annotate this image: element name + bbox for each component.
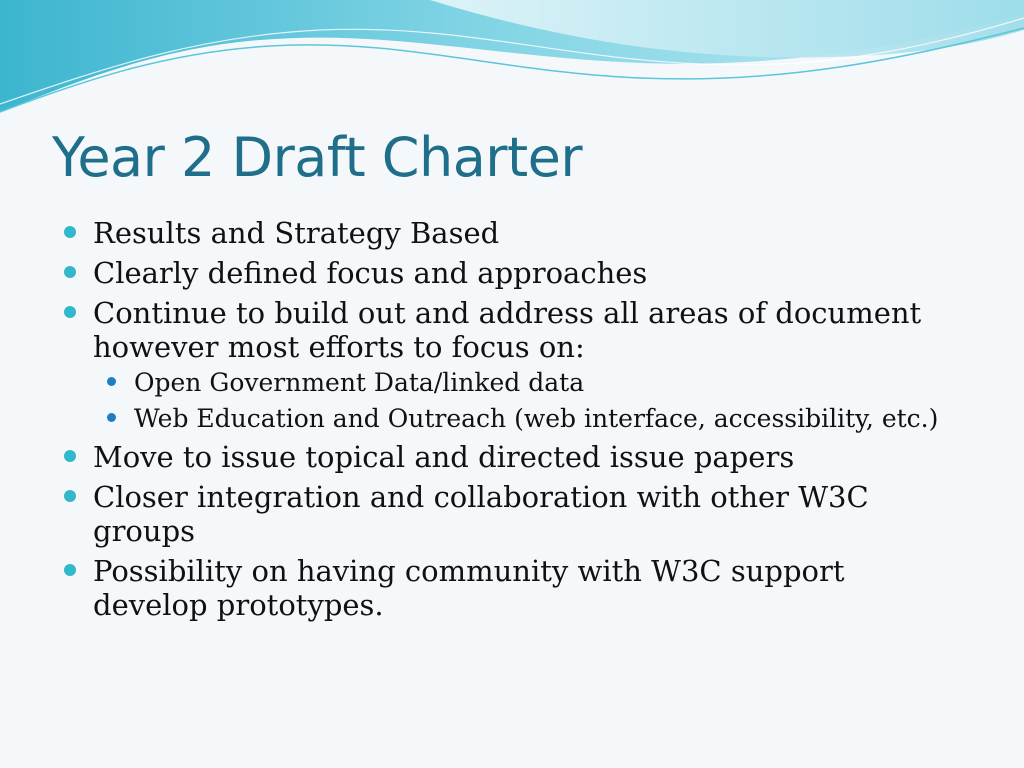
bullet-content xyxy=(64,216,944,628)
bullet-item xyxy=(64,216,944,250)
bullet-dot-icon xyxy=(64,564,76,576)
sub-bullet-dot-icon xyxy=(107,377,116,386)
bullet-text: Results and Strategy Based xyxy=(93,216,500,250)
sub-bullet-list xyxy=(93,368,944,434)
bullet-text: Possibility on having community with W3C support develop prototypes. xyxy=(93,554,845,622)
bullet-text: Clearly defined focus and approaches xyxy=(93,256,648,290)
bullet-dot-icon xyxy=(64,450,76,462)
bullet-dot-icon xyxy=(64,306,76,318)
header-wave-decoration xyxy=(0,0,1024,120)
bullet-item xyxy=(64,256,944,290)
bullet-item xyxy=(64,296,944,434)
sub-bullet-item xyxy=(107,404,944,434)
sub-bullet-text: Open Government Data/linked data xyxy=(134,368,585,397)
sub-bullet-item xyxy=(107,368,944,398)
bullet-dot-icon xyxy=(64,490,76,502)
bullet-item xyxy=(64,440,944,474)
bullet-item xyxy=(64,554,944,622)
sub-bullet-dot-icon xyxy=(107,413,116,422)
slide-title: Year 2 Draft Charter xyxy=(52,126,583,189)
bullet-item xyxy=(64,480,944,548)
bullet-text: Move to issue topical and directed issue papers xyxy=(93,440,795,474)
bullet-dot-icon xyxy=(64,226,76,238)
bullet-list xyxy=(64,216,944,622)
bullet-dot-icon xyxy=(64,266,76,278)
sub-bullet-text: Web Education and Outreach (web interface, accessibility, etc.) xyxy=(134,404,939,433)
bullet-text: Continue to build out and address all areas of document however most efforts to focus on: xyxy=(93,296,922,364)
bullet-text: Closer integration and collaboration with other W3C groups xyxy=(93,480,869,548)
